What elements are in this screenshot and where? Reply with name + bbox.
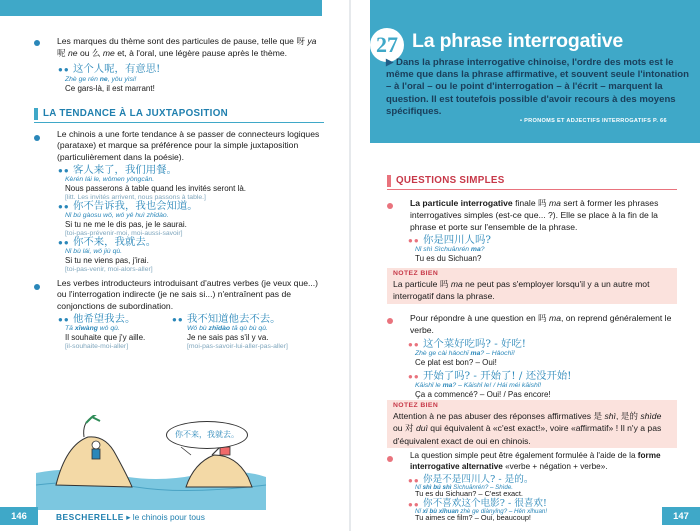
example-translation: Ce gars-là, il est marrant! bbox=[65, 84, 155, 93]
bullet-dot bbox=[34, 135, 40, 141]
example-translation: Si tu ne viens pas, j'irai. bbox=[65, 256, 149, 265]
introducer-verbs-paragraph: Les verbes introducteurs introduisant d'autres verbes (je veux que...) ou l'interrogation indirecte (je ne sais si...) n'entraînent pas de conjonctions de subordination. bbox=[57, 278, 319, 311]
page-number-left: 146 bbox=[0, 507, 38, 525]
example-literal: [toi-pas-prévenir-moi, moi-aussi-savoir] bbox=[65, 230, 183, 237]
example-pinyin: Kāishǐ le ma? – Kāishǐ le! / Hái méi kāishǐ! bbox=[415, 382, 542, 389]
example-chinese: 你不告诉我，我也会知道。 bbox=[73, 200, 198, 212]
example-chinese: 你不来，我就去。 bbox=[73, 236, 157, 248]
example-marker: ●● bbox=[58, 238, 70, 247]
example-marker: ●● bbox=[408, 340, 420, 349]
example-chinese: 客人来了，我们用餐。 bbox=[73, 164, 177, 176]
example-translation: Tu es du Sichuan? – C'est exact. bbox=[415, 489, 523, 498]
example-marker: ●● bbox=[408, 236, 420, 245]
section-marker bbox=[34, 108, 38, 120]
particle-ma-paragraph: La particule interrogative finale 吗 ma sert à former les phrases interrogatives simples (est-ce que... ?). Elle se place à la fin de la phrase et porte sur l'ensemble de la phrase. bbox=[410, 198, 659, 232]
example-translation: Je ne sais pas s'il y va. bbox=[187, 333, 269, 342]
example-chinese: 他希望我去。 bbox=[73, 313, 136, 325]
section-title: LA TENDANCE À LA JUXTAPOSITION bbox=[43, 108, 228, 119]
bullet-dot bbox=[387, 456, 393, 462]
alternative-form-paragraph: La question simple peut être également formulée à l'aide de la forme interrogative alternative «verbe + négation + verbe». bbox=[410, 451, 661, 471]
example-pinyin: Nǐ shì bú shì Sìchuānrén? – Shìde. bbox=[415, 484, 514, 491]
juxtaposition-paragraph: Le chinois a une forte tendance à se passer de connecteurs logiques (parataxe) et marque sa préférence pour la simple juxtaposition (particulièrement dans la poésie). bbox=[57, 129, 320, 162]
example-translation: Ce plat est bon? – Oui! bbox=[415, 358, 497, 367]
answer-paragraph: Pour répondre à une question en 吗 ma, on reprend généralement le verbe. bbox=[410, 313, 672, 336]
example-marker: ●● bbox=[58, 202, 70, 211]
note-label: NOTEZ BIEN bbox=[393, 402, 439, 409]
example-marker: ●● bbox=[58, 166, 70, 175]
section-header-juxtaposition bbox=[34, 106, 324, 123]
example-chinese: 你不喜欢这个电影? - 很喜欢! bbox=[423, 498, 547, 509]
example-translation: Il souhaite que j'y aille. bbox=[65, 333, 146, 342]
example-literal: [toi-pas-venir, moi-alors-aller] bbox=[65, 266, 153, 273]
section-title: QUESTIONS SIMPLES bbox=[396, 175, 505, 186]
example-pinyin: Wǒ bù zhīdào tā qù bù qù. bbox=[187, 325, 268, 332]
example-pinyin: Zhè ge cài hǎochī ma? – Hǎochī! bbox=[415, 350, 515, 357]
example-literal: [moi-pas-savoir-lui-aller-pas-aller] bbox=[187, 343, 288, 350]
example-pinyin: Nǐ xǐ bù xǐhuan zhè ge diànyǐng? – Hěn xǐhuan! bbox=[415, 508, 548, 515]
example-pinyin: Nǐ shì Sìchuānrén ma? bbox=[415, 246, 485, 253]
cartoon-illustration bbox=[36, 415, 266, 510]
chapter-title: La phrase interrogative bbox=[412, 30, 624, 52]
example-marker: ●● bbox=[58, 65, 70, 74]
example-chinese: 你是四川人吗? bbox=[423, 234, 491, 246]
brand-name: BESCHERELLE bbox=[56, 512, 124, 522]
example-literal: [litt. Les invités arrivent, nous passons à table.] bbox=[65, 194, 206, 201]
example-pinyin: Nǐ bú gàosu wǒ, wǒ yě huì zhīdào. bbox=[65, 212, 169, 219]
chapter-intro: ▶ Dans la phrase interrogative chinoise, l'ordre des mots est le même que dans la phrase affirmative, et souvent seule l'intonation – à l'oral – ou le point d'interrogation – à l'écrit – marquent la question. Il est toutefois possible d'avoir recours à des moyens spécifiques. bbox=[386, 57, 689, 117]
series-title: le chinois pour tous bbox=[132, 512, 205, 522]
example-pinyin: Zhè ge rén ne, yǒu yìsi! bbox=[65, 76, 137, 83]
example-chinese: 你是不是四川人? - 是的。 bbox=[423, 474, 534, 485]
example-literal: [il-souhaite-moi-aller] bbox=[65, 343, 129, 350]
note-label: NOTEZ BIEN bbox=[393, 270, 439, 277]
example-chinese: 这个菜好吃吗? - 好吃! bbox=[423, 338, 526, 350]
page-number-right: 147 bbox=[662, 507, 700, 525]
example-marker: ●● bbox=[408, 476, 420, 485]
example-translation: Si tu ne me le dis pas, je le saurai. bbox=[65, 220, 187, 229]
left-page-header-band bbox=[0, 0, 322, 16]
footer-arrow-icon: ▸ bbox=[126, 512, 133, 522]
theme-markers-paragraph: Les marques du thème sont des particules de pause, telle que 呀 ya 呢 ne ou 么 me et, à l'oral, une légère pause après le thème. bbox=[57, 36, 317, 60]
example-translation: Tu aimes ce film? – Oui, beaucoup! bbox=[415, 513, 531, 522]
example-pinyin: Kèrén lái le, wǒmen yòngcān. bbox=[65, 176, 155, 183]
example-translation: Ça a commencé? – Oui! / Pas encore! bbox=[415, 390, 551, 399]
cross-reference: • PRONOMS ET ADJECTIFS INTERROGATIFS P. 66 bbox=[520, 118, 667, 124]
example-chinese: 开始了吗? - 开始了! / 还没开始! bbox=[423, 370, 572, 382]
chapter-number: 27 bbox=[370, 28, 404, 62]
note-text: La particule 吗 ma ne peut pas s'employer lorsqu'il y a un autre mot interrogatif dans la phrase. bbox=[393, 279, 650, 302]
example-chinese: 我不知道他去不去。 bbox=[187, 313, 281, 325]
bullet-dot bbox=[34, 284, 40, 290]
example-pinyin: Tā xīwàng wǒ qù. bbox=[65, 325, 120, 332]
example-marker: ●● bbox=[58, 315, 70, 324]
example-translation: Nous passerons à table quand les invités seront là. bbox=[65, 184, 246, 193]
right-page-bottom bbox=[350, 0, 700, 531]
example-chinese: 这个人呢，有意思! bbox=[73, 63, 161, 75]
example-pinyin: Nǐ bù lái, wǒ jiù qù. bbox=[65, 248, 123, 255]
example-marker: ●● bbox=[172, 315, 184, 324]
note-text: Attention à ne pas abuser des réponses affirmatives 是 shì, 是的 shìde ou 对 duì qui équivalent à «c'est exact!», voire «affirmatif» ! Il n'y a pas d'équivalent exact de oui en chinois. bbox=[393, 411, 662, 446]
example-translation: Tu es du Sichuan? bbox=[415, 254, 482, 263]
example-marker: ●● bbox=[408, 372, 420, 381]
speech-bubble: 你不来，我就去。 bbox=[166, 421, 248, 449]
bullet-dot bbox=[34, 40, 40, 46]
footer-series bbox=[56, 512, 205, 522]
intro-arrow-icon: ▶ bbox=[386, 57, 397, 68]
example-marker: ●● bbox=[408, 500, 420, 509]
